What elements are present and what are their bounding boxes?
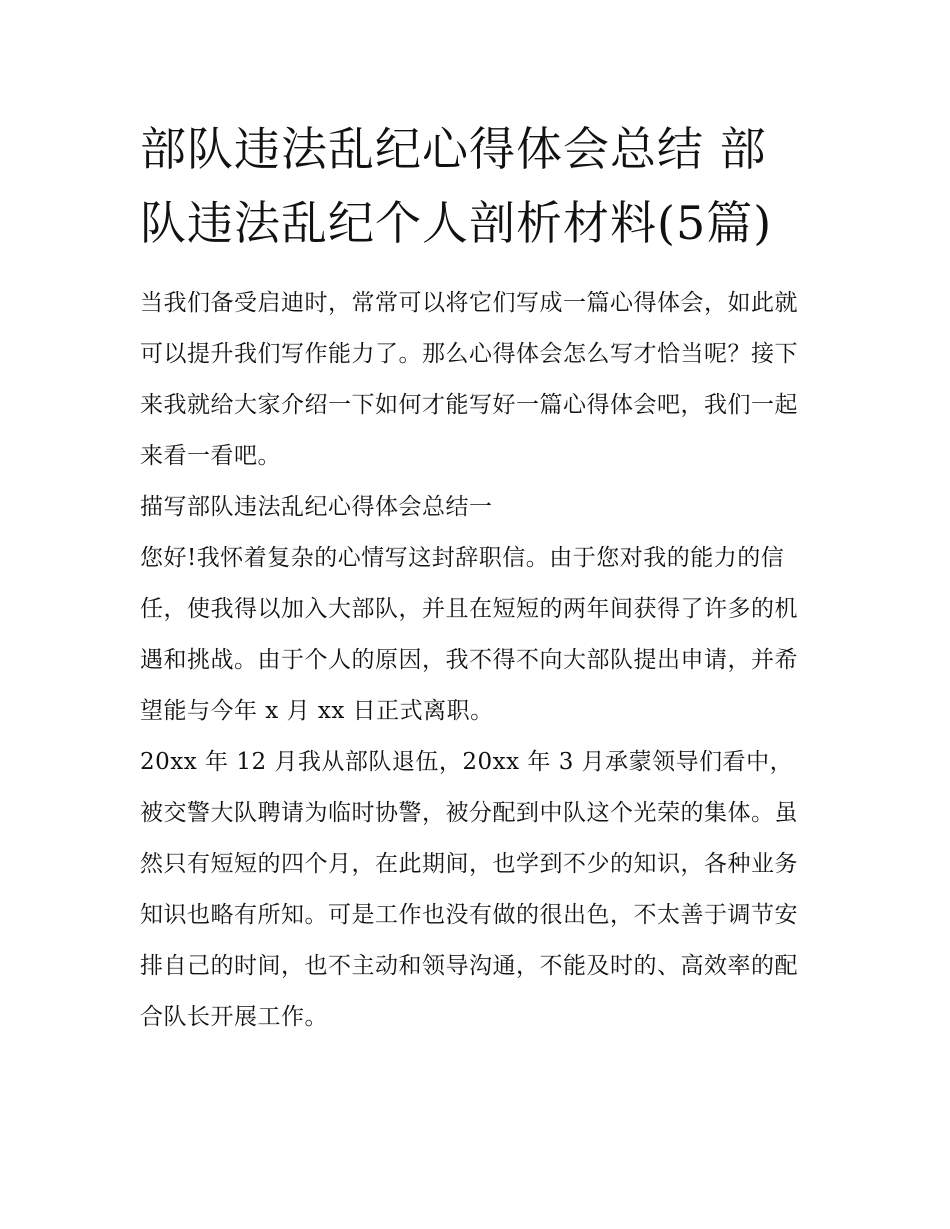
document-title: 部队违法乱纪心得体会总结 部队违法乱纪个人剖析材料(5篇) bbox=[140, 122, 773, 250]
document-body bbox=[140, 278, 812, 1043]
intro-paragraph: 当我们备受启迪时，常常可以将它们写成一篇心得体会，如此就可以提升我们写作能力了。那么心得体会怎么写才恰当呢？接下来我就给大家介绍一下如何才能写好一篇心得体会吧，我们一起来看一看吧。 bbox=[140, 290, 798, 469]
section-heading: 描写部队违法乱纪心得体会总结一 bbox=[140, 494, 493, 520]
body-paragraph-1: 您好!我怀着复杂的心情写这封辞职信。由于您对我的能力的信任，使我得以加入大部队，并且在短短的两年间获得了许多的机遇和挑战。由于个人的原因，我不得不向大部队提出申请，并希望能与今年 x 月 xx 日正式离职。 bbox=[140, 545, 798, 724]
body-paragraph-2: 20xx 年 12 月我从部队退伍，20xx 年 3 月承蒙领导们看中，被交警大队聘请为临时协警，被分配到中队这个光荣的集体。虽然只有短短的四个月，在此期间，也学到不少的知识，各种业务知识也略有所知。可是工作也没有做的很出色，不太善于调节安排自己的时间，也不主动和领导沟通，不能及时的、高效率的配合队长开展工作。 bbox=[140, 749, 798, 1030]
document-content bbox=[140, 112, 812, 1043]
